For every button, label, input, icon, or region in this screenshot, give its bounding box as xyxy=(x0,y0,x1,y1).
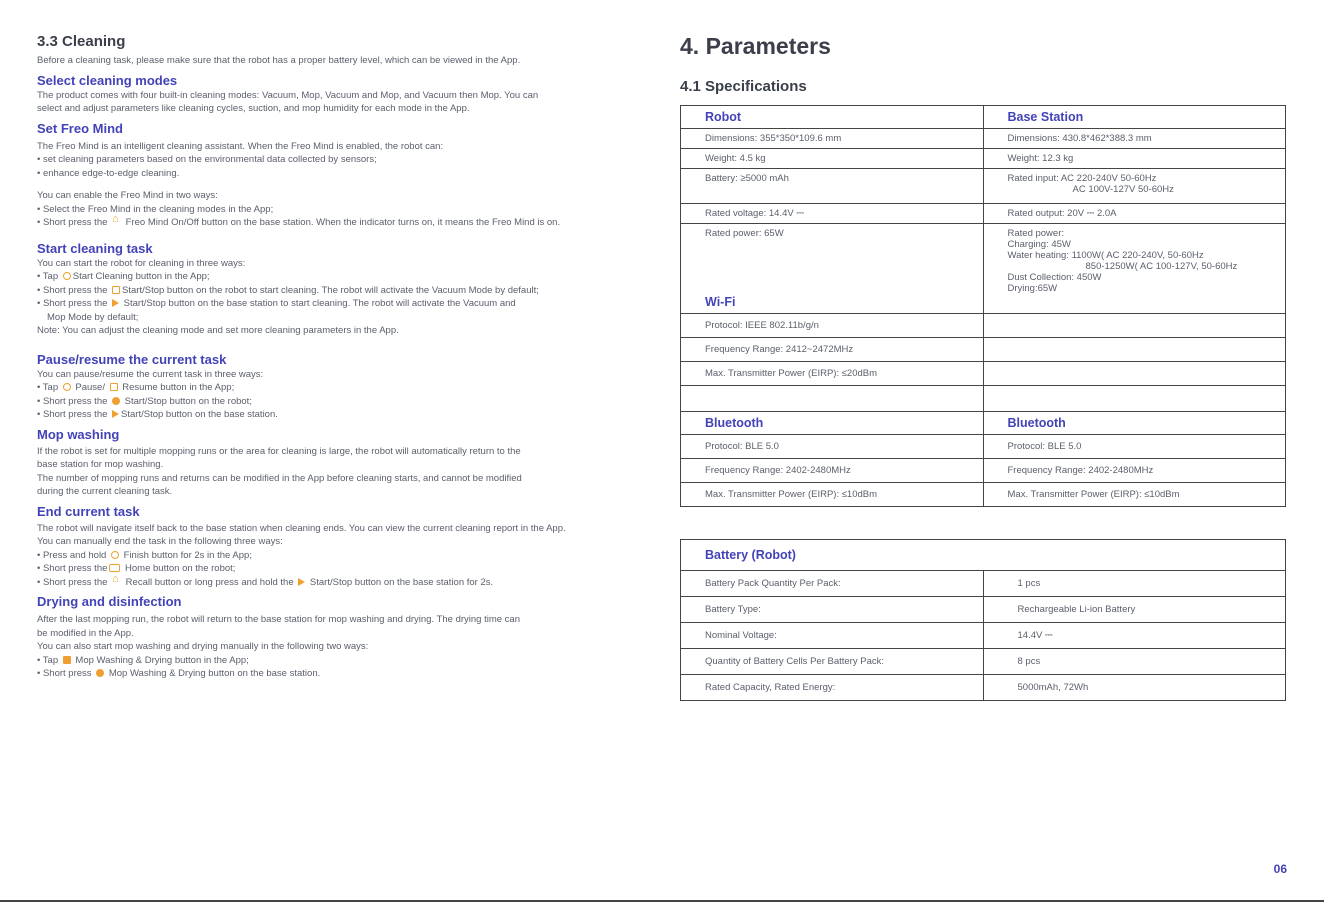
header-bluetooth-robot: Bluetooth xyxy=(681,412,984,435)
text-line: • Short press the Home button on the robot; xyxy=(37,563,236,574)
text-line: • Short press the Start/Stop button on the robot; xyxy=(37,395,252,407)
text-line: You can start the robot for cleaning in three ways: xyxy=(37,257,246,269)
table-cell: Frequency Range: 2402-2480MHz xyxy=(983,459,1286,483)
table-row xyxy=(681,571,1286,597)
table-cell: Battery Type: xyxy=(681,597,984,623)
page-title: 4. Parameters xyxy=(680,33,831,59)
table-cell: 14.4V ⎓ xyxy=(983,623,1286,649)
parameters-section xyxy=(680,33,1290,701)
table-cell: 8 pcs xyxy=(983,649,1286,675)
table-row xyxy=(681,362,1286,386)
table-row xyxy=(681,540,1286,571)
table-cell: Protocol: BLE 5.0 xyxy=(681,435,984,459)
cleaning-section xyxy=(37,33,645,681)
specifications-table xyxy=(680,105,1286,507)
table-row xyxy=(681,483,1286,507)
play-icon xyxy=(112,299,119,307)
home-button-icon xyxy=(109,564,120,572)
text-line: You can enable the Freo Mind in two ways: xyxy=(37,190,218,201)
table-row xyxy=(681,597,1286,623)
text-line: The robot will navigate itself back to the base station when cleaning ends. You can view the current cleaning report in the App. xyxy=(37,522,566,534)
table-cell: Frequency Range: 2402-2480MHz xyxy=(681,459,984,483)
table-cell: Battery: ≥5000 mAh xyxy=(681,169,984,204)
freo-mind-icon xyxy=(112,217,121,226)
table-cell: Max. Transmitter Power (EIRP): ≤20dBm xyxy=(681,362,984,386)
end-task-block xyxy=(37,503,645,590)
heading-mop-washing: Mop washing xyxy=(37,426,120,442)
mop-washing-icon xyxy=(63,656,71,664)
table-cell xyxy=(983,362,1286,386)
wifi-heading: Wi-Fi xyxy=(705,295,736,309)
text-line: You can manually end the task in the following three ways: xyxy=(37,536,283,547)
drying-icon xyxy=(96,669,104,677)
finish-icon xyxy=(111,551,119,559)
table-row xyxy=(681,338,1286,362)
battery-table xyxy=(680,539,1286,701)
drying-block xyxy=(37,593,645,681)
table-cell xyxy=(983,314,1286,338)
text-line: be modified in the App. xyxy=(37,627,134,639)
table-cell: Weight: 4.5 kg xyxy=(681,149,984,169)
text-line: You can pause/resume the current task in three ways: xyxy=(37,368,264,380)
table-cell: Rated power: Charging: 45W Water heating: 1100W( AC 220-240V, 50-60Hz 850-1250W( AC 100-127V, 50-60Hz Dust Collection: 450W Drying:65W xyxy=(983,224,1286,314)
table-cell: Nominal Voltage: xyxy=(681,623,984,649)
start-cleaning-icon xyxy=(63,272,71,280)
text-line: • Tap Pause/ Resume button in the App; xyxy=(37,382,235,393)
table-cell: Rated voltage: 14.4V ⎓ xyxy=(681,204,984,224)
table-row xyxy=(681,314,1286,338)
table-cell xyxy=(983,338,1286,362)
header-base-station: Base Station xyxy=(983,106,1286,129)
start-stop-icon xyxy=(112,397,120,405)
table-cell: Protocol: IEEE 802.11b/g/n xyxy=(681,314,984,338)
table-cell: 1 pcs xyxy=(983,571,1286,597)
heading-start-cleaning: Start cleaning task xyxy=(37,240,153,256)
recall-home-icon xyxy=(112,577,121,586)
table-row xyxy=(681,459,1286,483)
pause-icon xyxy=(63,383,71,391)
text-line: The number of mopping runs and returns can be modified in the App before cleaning starts, and cannot be modified xyxy=(37,472,522,484)
text-line: • Short press Mop Washing & Drying button on the base station. xyxy=(37,668,321,679)
table-row xyxy=(681,106,1286,129)
table-cell: Rated power: 65W Wi-Fi xyxy=(681,224,984,314)
table-cell: Rated input: AC 220-240V 50-60Hz AC 100V-127V 50-60Hz xyxy=(983,169,1286,204)
text-line: • Tap Mop Washing & Drying button in the App; xyxy=(37,654,249,666)
text-line: • set cleaning parameters based on the environmental data collected by sensors; xyxy=(37,154,377,165)
table-cell: Rated Capacity, Rated Energy: xyxy=(681,675,984,701)
power-icon xyxy=(112,286,120,294)
table-row xyxy=(681,169,1286,204)
text-line: during the current cleaning task. xyxy=(37,486,173,497)
table-row xyxy=(681,386,1286,412)
text-line: After the last mopping run, the robot will return to the base station for mop washing and drying. The drying time can xyxy=(37,614,521,625)
table-cell: Rechargeable Li-ion Battery xyxy=(983,597,1286,623)
table-row xyxy=(681,412,1286,435)
table-row xyxy=(681,435,1286,459)
table-cell: Weight: 12.3 kg xyxy=(983,149,1286,169)
table-cell: Dimensions: 355*350*109.6 mm xyxy=(681,129,984,149)
table-cell xyxy=(681,386,984,412)
header-robot: Robot xyxy=(681,106,984,129)
table-row xyxy=(681,204,1286,224)
text-line: If the robot is set for multiple mopping runs or the area for cleaning is large, the robot will automatically return to the xyxy=(37,445,521,457)
table-cell: Quantity of Battery Cells Per Battery Pack: xyxy=(681,649,984,675)
table-cell: Dimensions: 430.8*462*388.3 mm xyxy=(983,129,1286,149)
table-cell xyxy=(983,386,1286,412)
pause-resume-block xyxy=(37,351,645,422)
heading-drying: Drying and disinfection xyxy=(37,594,182,609)
table-cell: Max. Transmitter Power (EIRP): ≤10dBm xyxy=(681,483,984,507)
table-cell: Protocol: BLE 5.0 xyxy=(983,435,1286,459)
section-title-cleaning: 3.3 Cleaning xyxy=(37,33,126,50)
text-line: Mop Mode by default; xyxy=(47,311,139,323)
text-line: • Short press the Start/Stop button on the robot to start cleaning. The robot will activate the Vacuum Mode by default; xyxy=(37,284,539,296)
text-line: • Short press the ⌂ Freo Mind On/Off button on the base station. When the indicator turns on, it means the Freo Mind is on. xyxy=(37,216,645,230)
table-cell: Max. Transmitter Power (EIRP): ≤10dBm xyxy=(983,483,1286,507)
text-line: • Short press the Start/Stop button on the base station to start cleaning. The robot will activate the Vacuum and xyxy=(37,298,516,309)
table-row xyxy=(681,129,1286,149)
text-line: • Tap Start Cleaning button in the App; xyxy=(37,271,210,282)
table-row xyxy=(681,675,1286,701)
play-icon xyxy=(112,410,119,418)
text-line: The product comes with four built-in cleaning modes: Vacuum, Mop, Vacuum and Mop, and Vacuum then Mop. You can xyxy=(37,89,539,101)
start-cleaning-block xyxy=(37,240,645,338)
text-line: • Short press the ⌂ Recall button or long press and hold the Start/Stop button on the base station for 2s. xyxy=(37,576,645,590)
text-line: • Select the Freo Mind in the cleaning modes in the App; xyxy=(37,203,274,215)
text-line: You can also start mop washing and drying manually in the following two ways: xyxy=(37,641,369,652)
table-cell: Rated output: 20V ⎓ 2.0A xyxy=(983,204,1286,224)
intro-text: Before a cleaning task, please make sure that the robot has a proper battery level, which can be viewed in the App. xyxy=(37,55,521,66)
resume-icon xyxy=(110,383,118,391)
table-cell: Battery Pack Quantity Per Pack: xyxy=(681,571,984,597)
heading-pause-resume: Pause/resume the current task xyxy=(37,351,227,367)
text-line: base station for mop washing. xyxy=(37,459,164,470)
table-row xyxy=(681,649,1286,675)
play-icon xyxy=(298,578,305,586)
select-modes-block xyxy=(37,72,645,116)
table-row xyxy=(681,623,1286,649)
heading-end-task: End current task xyxy=(37,503,140,519)
text-line: select and adjust parameters like cleaning cycles, suction, and mop humidity for each mode in the App. xyxy=(37,103,470,114)
mop-washing-block xyxy=(37,426,645,499)
note-text: Note: You can adjust the cleaning mode and set more cleaning parameters in the App. xyxy=(37,325,399,336)
heading-select-modes: Select cleaning modes xyxy=(37,72,178,88)
header-bluetooth-base: Bluetooth xyxy=(983,412,1286,435)
table-row xyxy=(681,224,1286,314)
header-battery-robot: Battery (Robot) xyxy=(681,540,1286,571)
table-row xyxy=(681,149,1286,169)
table-cell: 5000mAh, 72Wh xyxy=(983,675,1286,701)
text-line: The Freo Mind is an intelligent cleaning assistant. When the Freo Mind is enabled, the robot can: xyxy=(37,140,444,152)
text-line: • enhance edge-to-edge cleaning. xyxy=(37,167,180,179)
freo-mind-block xyxy=(37,120,645,230)
heading-freo-mind: Set Freo Mind xyxy=(37,120,123,136)
page-number: 06 xyxy=(1273,862,1287,876)
section-subtitle: 4.1 Specifications xyxy=(680,78,807,95)
text-line: • Short press the Start/Stop button on the base station. xyxy=(37,409,278,420)
table-cell: Frequency Range: 2412~2472MHz xyxy=(681,338,984,362)
text-line: • Press and hold Finish button for 2s in the App; xyxy=(37,549,252,561)
